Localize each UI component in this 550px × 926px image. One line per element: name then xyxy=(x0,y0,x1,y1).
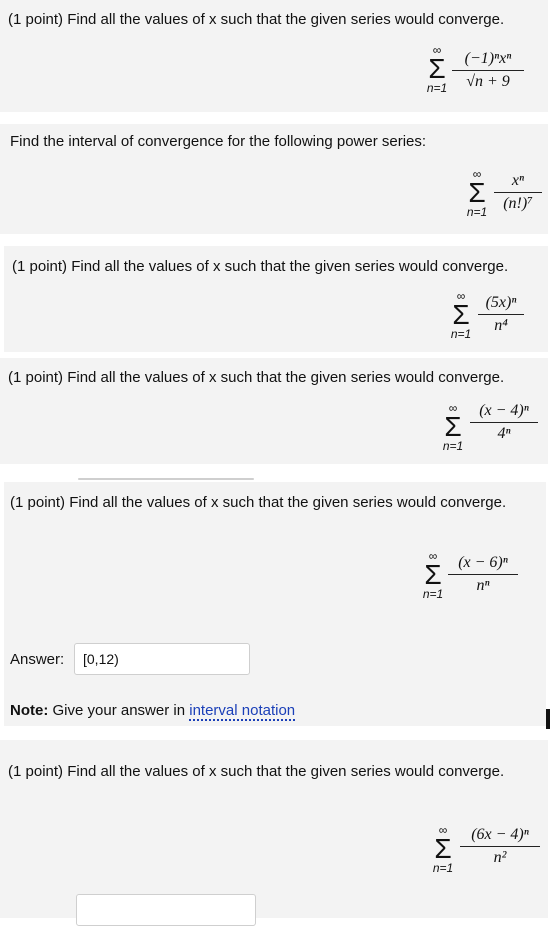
fraction xyxy=(452,50,524,91)
fraction xyxy=(460,826,540,867)
problem-prompt: (1 point) Find all the values of x such that the given series would converge. xyxy=(8,11,505,28)
interval-notation-link[interactable]: interval notation xyxy=(189,702,296,719)
numerator: (5x)ⁿ xyxy=(485,294,517,311)
problem-prompt: Find the interval of convergence for the following power series: xyxy=(10,133,427,150)
denominator: √n + 9 xyxy=(466,73,510,90)
problem-prompt: (1 point) Find all the values of x such that the given series would converge. xyxy=(10,494,507,511)
denominator: n² xyxy=(493,849,507,866)
denominator: (n!)⁷ xyxy=(503,195,533,212)
sum-symbol: ∞ Σ n=1 xyxy=(442,401,464,453)
numerator: (6x − 4)ⁿ xyxy=(471,826,529,843)
problem-prompt: (1 point) Find all the values of x such that the given series would converge. xyxy=(8,369,505,386)
fraction xyxy=(494,172,542,213)
denominator: 4ⁿ xyxy=(497,425,511,442)
problem-panel-5 xyxy=(4,482,546,726)
problem-panel-4 xyxy=(0,358,548,464)
answer-label: Answer: xyxy=(10,651,65,668)
sum-symbol: ∞ Σ n=1 xyxy=(466,167,488,219)
note-label: Note: xyxy=(10,702,49,719)
problem-panel-3 xyxy=(4,246,548,352)
numerator: (−1)ⁿxⁿ xyxy=(464,50,512,67)
answer-input[interactable] xyxy=(76,894,256,926)
problem-panel-1 xyxy=(0,0,548,112)
fraction xyxy=(478,294,524,335)
denominator: nⁿ xyxy=(476,577,490,594)
numerator: (x − 4)ⁿ xyxy=(479,402,529,419)
fraction xyxy=(448,554,518,595)
problem-panel-2 xyxy=(0,124,548,234)
problem-prompt: (1 point) Find all the values of x such that the given series would converge. xyxy=(12,258,509,275)
sum-symbol: ∞ Σ n=1 xyxy=(426,43,448,95)
sum-symbol: ∞ Σ n=1 xyxy=(450,289,472,341)
problem-panel-6 xyxy=(0,740,548,918)
answer-input[interactable]: [0,12) xyxy=(74,643,250,675)
sum-symbol: ∞ Σ n=1 xyxy=(432,823,454,875)
note-text: Give your answer in xyxy=(52,702,186,719)
scroll-marker xyxy=(546,709,550,729)
problem-prompt: (1 point) Find all the values of x such that the given series would converge. xyxy=(8,763,505,780)
divider xyxy=(78,478,254,480)
numerator: xⁿ xyxy=(511,172,525,189)
fraction xyxy=(470,402,538,443)
denominator: n⁴ xyxy=(494,317,508,334)
sum-symbol: ∞ Σ n=1 xyxy=(422,549,444,601)
numerator: (x − 6)ⁿ xyxy=(458,554,508,571)
note xyxy=(10,702,295,719)
